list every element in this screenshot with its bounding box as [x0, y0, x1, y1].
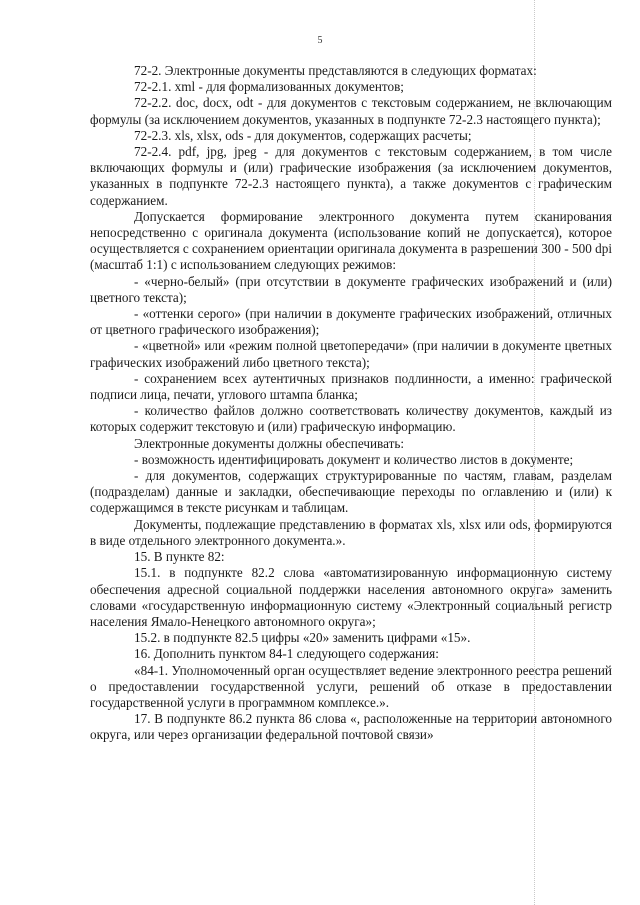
paragraph: - «оттенки серого» (при наличии в документе графических изображений, отличных от цветного графического изображения);	[90, 306, 612, 338]
paragraph: 72-2.4. pdf, jpg, jpeg - для документов с текстовым содержанием, в том числе включающих формулы и (или) графические изображения (за исключением документов, указанных в подпункте 72-2.3 настоящего пункта), а также документов с графическим содержанием.	[90, 144, 612, 208]
document-body	[90, 63, 612, 744]
paragraph: Электронные документы должны обеспечивать:	[134, 435, 405, 451]
paragraph: 15.2. в подпункте 82.5 цифры «20» заменить цифрами «15».	[134, 630, 471, 646]
paragraph: - возможность идентифицировать документ и количество листов в документе;	[134, 451, 574, 467]
paragraph: 72-2.3. xls, xlsx, ods - для документов, содержащих расчеты;	[134, 127, 472, 143]
paragraph: 72-2.2. doc, docx, odt - для документов с текстовым содержанием, не включающим формулы (за исключением документов, указанных в подпункте 72-2.3 настоящего пункта);	[90, 95, 612, 127]
paragraph: 72-2. Электронные документы представляются в следующих форматах:	[134, 63, 537, 78]
paragraph: - количество файлов должно соответствовать количеству документов, каждый из которых содержит текстовую и (или) графическую информацию.	[90, 403, 612, 435]
paragraph: «84-1. Уполномоченный орган осуществляет ведение электронного реестра решений о предоставлении государственной услуги, решений об отказе в предоставлении государственной услуги в программном комплексе.».	[90, 662, 612, 710]
paragraph: - сохранением всех аутентичных признаков подлинности, а именно: графической подписи лица, печати, углового штампа бланка;	[90, 370, 612, 403]
paragraph: 17. В подпункте 86.2 пункта 86 слова «, расположенные на территории автономного округа, или через организации федеральной почтовой связи»	[90, 711, 612, 743]
paragraph: 15.1. в подпункте 82.2 слова «автоматизированную информационную систему обеспечения адресной социальной поддержки населения автономного округа» заменить словами «государственную информационную систему «Электронный социальный регистр населения Ямало-Ненецкого автономного округа»;	[90, 565, 612, 629]
paragraph: - для документов, содержащих структурированные по частям, главам, разделам (подразделам) данные и закладки, обеспечивающие переходы по оглавлению и (или) к содержащимся в тексте рисункам и таблицам.	[90, 468, 612, 516]
paragraph: Документы, подлежащие представлению в форматах xls, xlsx или ods, формируются в виде отдельного электронного документа.».	[90, 516, 612, 548]
paragraph: - «цветной» или «режим полной цветопередачи» (при наличии в документе цветных графических изображений либо цветного текста);	[90, 338, 612, 370]
paragraph: - «черно-белый» (при отсутствии в документе графических изображений и (или) цветного текста);	[90, 273, 612, 305]
page-number: 5	[317, 35, 323, 46]
paragraph: 16. Дополнить пунктом 84-1 следующего содержания:	[134, 646, 439, 662]
paragraph: Допускается формирование электронного документа путем сканирования непосредственно с оригинала документа (использование копий не допускается), которое осуществляется с сохранением ориентации оригинала документа в разрешении 300 - 500 dpi (масштаб 1:1) с использованием следующих режимов:	[90, 208, 612, 273]
paragraph: 72-2.1. xml - для формализованных документов;	[134, 79, 404, 95]
paragraph: 15. В пункте 82:	[134, 549, 225, 565]
